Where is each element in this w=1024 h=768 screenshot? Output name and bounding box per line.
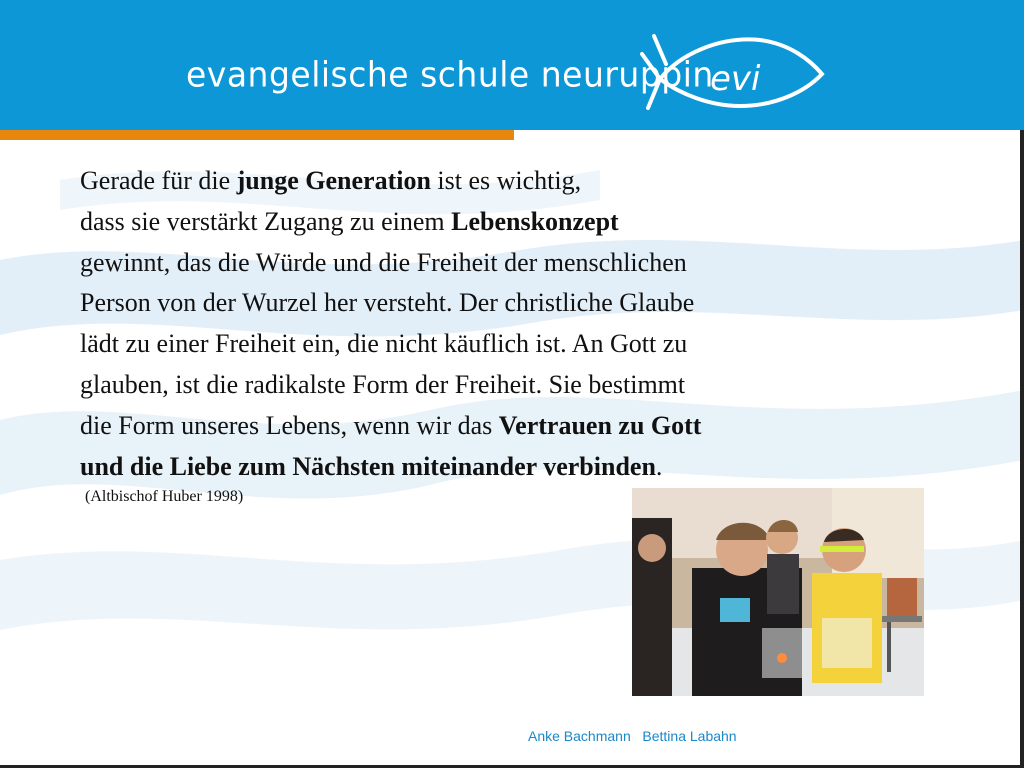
emphasis: und die Liebe zum Nächsten miteinander verbinden <box>80 451 656 481</box>
quote-line: glauben, ist die radikalste Form der Freiheit. Sie bestimmt <box>80 369 686 399</box>
header-banner <box>0 0 1024 130</box>
quote-text <box>80 161 910 487</box>
quote-line: die Form unseres Lebens, wenn wir das Vertrauen zu Gott <box>80 410 702 440</box>
school-name: evangelische schule neuruppin <box>186 54 714 95</box>
slide-edge-right <box>1020 130 1024 768</box>
fish-logo-icon <box>640 24 830 114</box>
author-names: Anke Bachmann Bettina Labahn <box>528 728 737 744</box>
quote-line: gewinnt, das die Würde und die Freiheit der menschlichen <box>80 247 687 277</box>
citation: (Altbischof Huber 1998) <box>85 488 244 505</box>
quote-line: Gerade für die junge Generation ist es wichtig, <box>80 166 582 195</box>
quote-line: dass sie verstärkt Zugang zu einem Lebenskonzept <box>80 206 619 236</box>
accent-bar <box>0 130 514 140</box>
fish-logo-text: evi <box>710 59 761 99</box>
emphasis: junge Generation <box>236 166 431 195</box>
emphasis: Lebenskonzept <box>451 206 619 236</box>
quote-line: und die Liebe zum Nächsten miteinander verbinden. <box>80 451 663 481</box>
quote-line: lädt zu einer Freiheit ein, die nicht käuflich ist. An Gott zu <box>80 329 688 359</box>
classroom-photo <box>632 488 924 696</box>
emphasis: Vertrauen zu Gott <box>498 410 702 440</box>
quote-line: Person von der Wurzel her versteht. Der christliche Glaube <box>80 288 695 318</box>
